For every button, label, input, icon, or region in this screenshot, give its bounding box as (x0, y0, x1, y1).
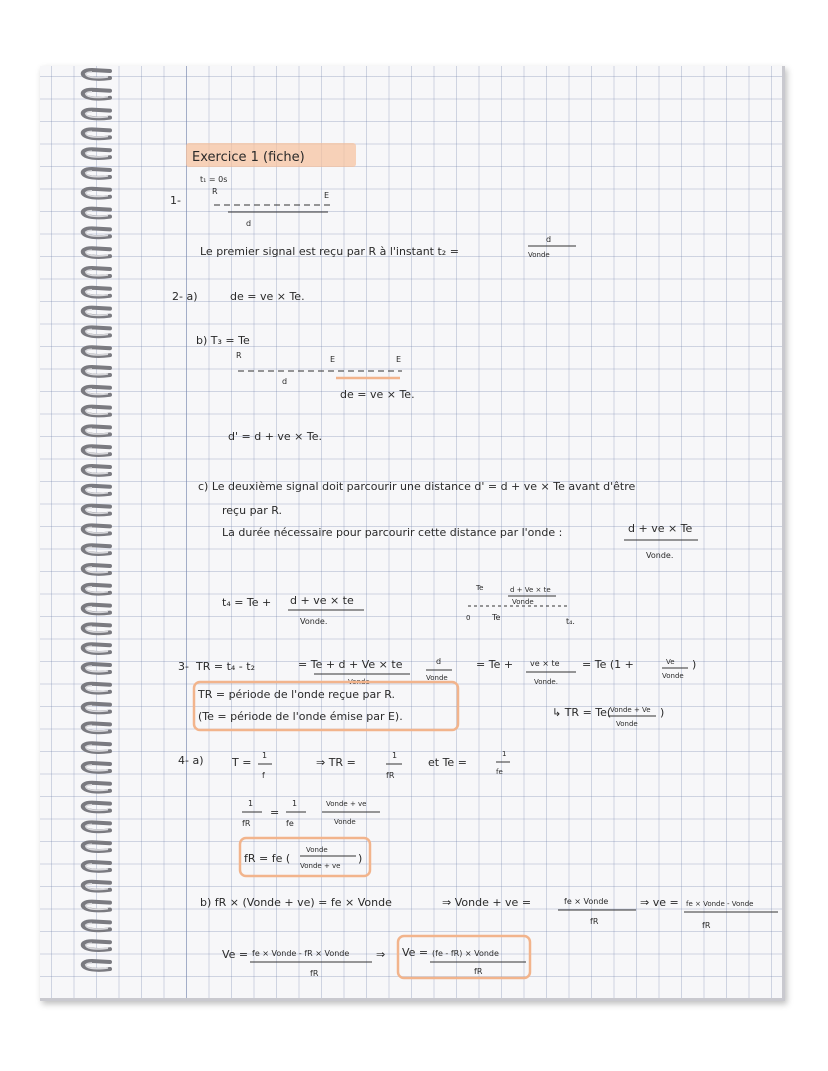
q3-def2: (Te = période de l'onde émise par E). (198, 710, 403, 723)
q4a-line2-rden: fe (286, 819, 294, 828)
q4a-line2-rnum: 1 (292, 799, 298, 808)
q3-eq3-den: Vonde (662, 672, 684, 680)
q4b-arrow2: ⇒ ve = (640, 896, 679, 909)
q4b-arrow1: ⇒ Vonde + ve = (442, 896, 532, 909)
q4a-eq: T = (232, 756, 252, 769)
q2c-line2: reçu par R. (222, 504, 283, 517)
q1-label-e: E (324, 191, 330, 200)
q1-t1: t₁ = 0s (200, 175, 228, 184)
q2b-label: b) T₃ = Te (196, 334, 250, 347)
q2c-timeline-te2: Te (492, 613, 501, 622)
q1-number: 1- (170, 194, 181, 207)
q4a-line2-lnum: 1 (248, 799, 254, 808)
q2c-line1: c) Le deuxième signal doit parcourir une distance d' = d + ve × Te avant d'être (198, 480, 636, 493)
q4b-label: b) fR × (Vonde + ve) = fe × Vonde (200, 896, 392, 909)
q4a-line2-pden: Vonde (334, 818, 356, 826)
q4a-te-num: 1 (502, 750, 507, 758)
q3-def1: TR = période de l'onde reçue par R. (198, 688, 395, 701)
q2c-timeline-frac-den: Vonde (512, 598, 534, 606)
q4a-eq-den: f (262, 771, 265, 780)
q4a-tr-den: fR (386, 771, 395, 780)
q4b-ve-num: fe × Vonde - fR × Vonde (252, 949, 350, 958)
q3-minus-den: Vonde (426, 674, 448, 682)
q4b-final-lhs: Ve = (402, 946, 429, 959)
q3-lhs: TR = t₄ - t₂ (196, 660, 255, 673)
q4a-line2-eq: = (270, 806, 280, 819)
q3-eq3: = Te (1 + (582, 658, 634, 671)
q2c-t4-den: Vonde. (300, 617, 328, 626)
q1-frac-den: Vonde (528, 251, 550, 259)
q3-result-den: Vonde (616, 720, 638, 728)
q4b-frac1-num: fe × Vonde (564, 897, 609, 906)
q4b-final-num: (fe - fR) × Vonde (432, 949, 499, 958)
q4a-boxed-close: ) (358, 852, 363, 865)
q2b-dprime: d' = d + ve × Te. (228, 430, 323, 443)
q2b-label-r: R (236, 351, 242, 360)
q4b-frac2-den: fR (702, 921, 711, 930)
q4b-final-arrow: ⇒ (376, 948, 386, 961)
page-title: Exercice 1 (fiche) (192, 150, 305, 165)
q2c-t4-num: d + ve × te (290, 594, 354, 607)
q2b-dist: d (282, 377, 288, 386)
q3-result-num: Vonde + Ve (610, 706, 651, 714)
q4b-ve-lhs: Ve = (222, 948, 249, 961)
q2c-frac-den: Vonde. (646, 551, 674, 560)
q3-eq3-num: Ve (666, 658, 675, 666)
q3-minus-num: d (436, 657, 442, 666)
q4a-boxed-num: Vonde (306, 846, 328, 854)
q1-frac-num: d (546, 235, 552, 244)
q4b-ve-den: fR (310, 969, 319, 978)
q4a-eq-num: 1 (262, 751, 268, 760)
q3-label: 3- (178, 660, 189, 673)
q2c-timeline-zero: 0 (466, 614, 471, 622)
q2a-label: 2- a) (172, 290, 198, 303)
q2c-timeline-frac-num: d + Ve × te (510, 586, 551, 594)
q2b-label-e1: E (330, 355, 336, 364)
q4a-and: et Te = (428, 756, 467, 769)
q1-sentence: Le premier signal est reçu par R à l'instant t₂ = (200, 245, 459, 258)
q2a-eq: de = ve × Te. (230, 290, 305, 303)
q3-result: ↳ TR = Te( (552, 706, 612, 719)
q4a-arrow: ⇒ TR = (316, 756, 356, 769)
q4a-line2-lden: fR (242, 819, 251, 828)
q3-eq2: = Te + (476, 658, 514, 671)
q4a-line2-pnum: Vonde + ve (326, 800, 367, 808)
q4a-boxed-den: Vonde + ve (300, 862, 341, 870)
q1-dist: d (246, 219, 252, 228)
q4b-final-den: fR (474, 967, 483, 976)
q4a-boxed: fR = fe ( (244, 852, 291, 865)
q2c-frac-num: d + ve × Te (628, 522, 693, 535)
q3-result-close: ) (660, 706, 665, 719)
q4a-label: 4- a) (178, 754, 204, 767)
q4b-frac2-num: fe × Vonde - Vonde (686, 900, 754, 908)
q3-eq2-den: Vonde. (534, 678, 558, 686)
q4b-frac1-den: fR (590, 917, 599, 926)
q2b-label-e2: E (396, 355, 402, 364)
q3-mid-den: Vonde (348, 678, 370, 686)
q3-eq3-close: ) (692, 658, 697, 671)
q2c-timeline-t4: t₄. (566, 617, 575, 626)
q2b-de: de = ve × Te. (340, 388, 415, 401)
q2c-t4-lhs: t₄ = Te + (222, 596, 272, 609)
q2c-line3: La durée nécessaire pour parcourir cette distance par l'onde : (222, 526, 563, 539)
q2c-timeline-te: Te (476, 584, 484, 592)
q4a-tr-num: 1 (392, 751, 398, 760)
q3-mid-eq: = Te + d + Ve × te (298, 658, 403, 671)
q3-eq2-num: ve × te (530, 659, 560, 668)
q4a-te-den: fe (496, 768, 503, 776)
q1-label-r: R (212, 187, 218, 196)
